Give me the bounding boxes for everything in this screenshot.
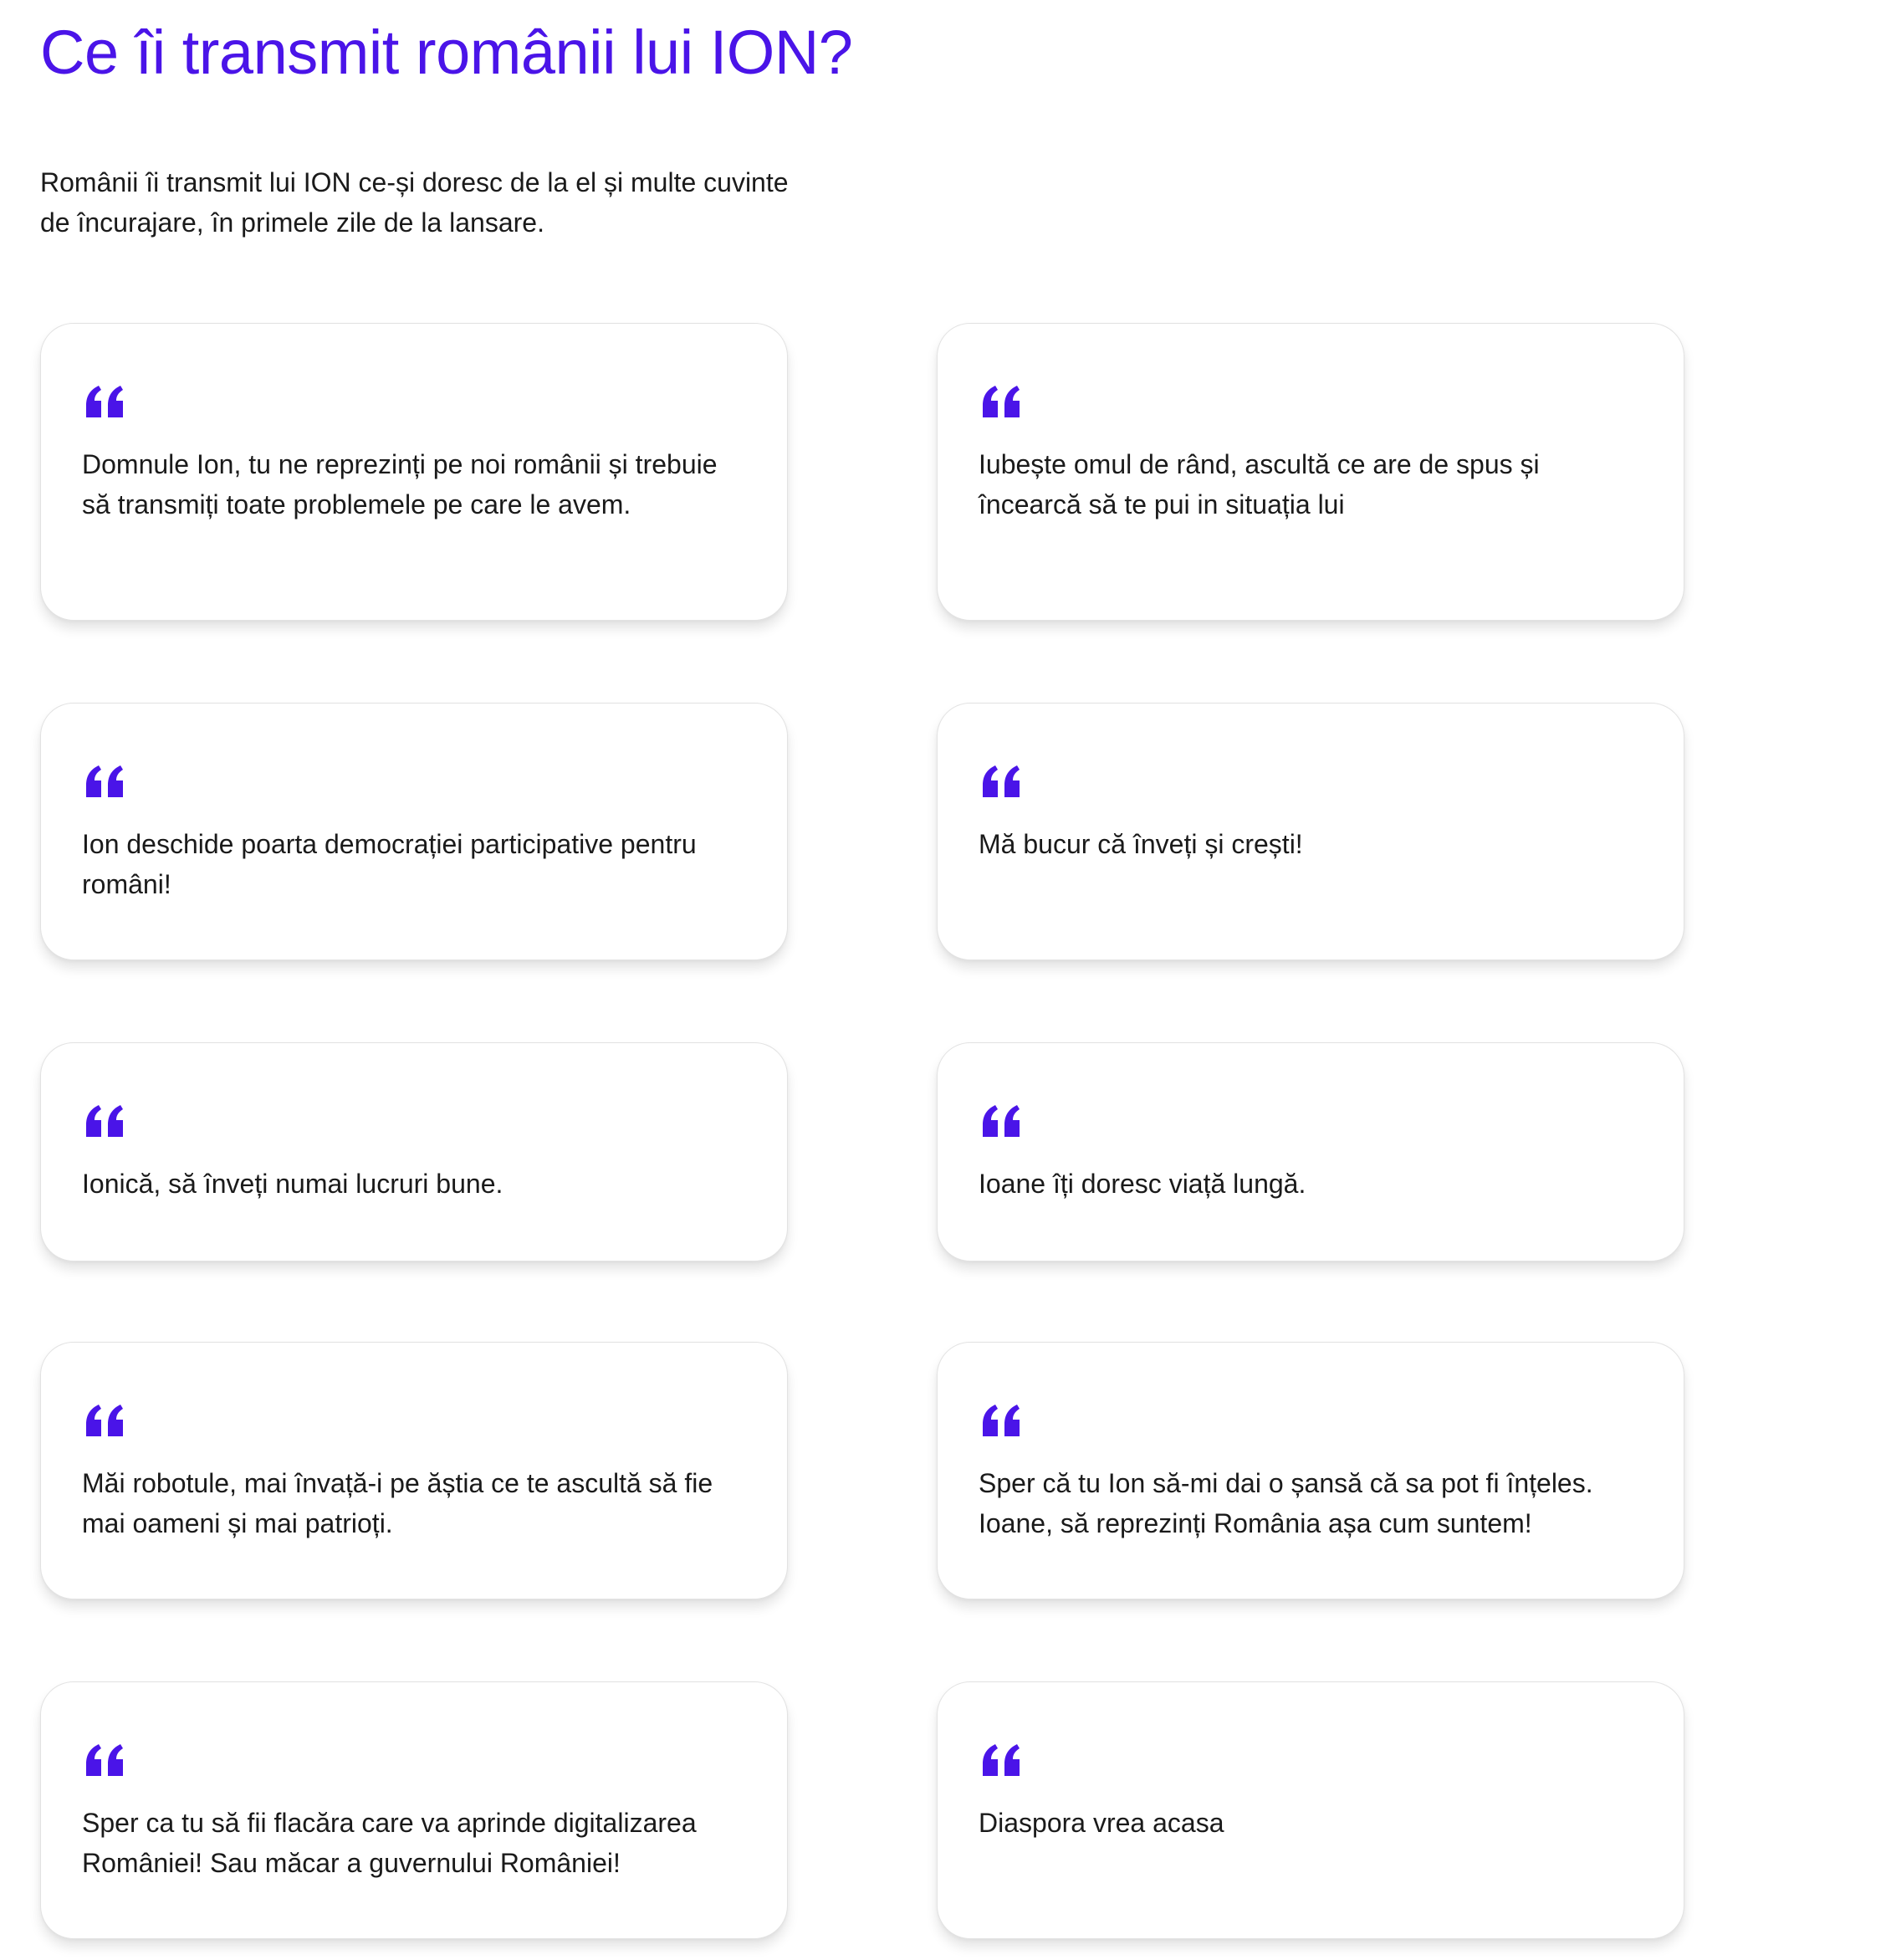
quote-icon: [979, 386, 1023, 419]
message-card: [937, 703, 1684, 960]
message-card: [40, 323, 788, 621]
quote-icon: [83, 765, 126, 799]
message-card: [937, 1042, 1684, 1261]
quote-icon: [979, 765, 1023, 799]
message-text: Ionică, să înveți numai lucruri bune.: [82, 1169, 503, 1199]
message-text: Iubește omul de rând, ascultă ce are de spus și încearcă să te pui in situația lui: [979, 449, 1540, 519]
message-card: [40, 1681, 788, 1939]
quote-icon: [979, 1105, 1023, 1139]
message-card: [40, 703, 788, 960]
message-text: Diaspora vrea acasa: [979, 1808, 1224, 1838]
message-text: Ion deschide poarta democrației participative pentru români!: [82, 829, 697, 899]
message-card: [40, 1342, 788, 1599]
message-card: [937, 1342, 1684, 1599]
message-card: [40, 1042, 788, 1261]
quote-icon: [979, 1744, 1023, 1778]
quote-icon: [83, 1105, 126, 1139]
quote-icon: [83, 1744, 126, 1778]
message-text: Măi robotule, mai învață-i pe ăștia ce te ascultă să fie mai oameni și mai patrioți.: [82, 1468, 713, 1538]
page-content: [40, 0, 1847, 1878]
page-title: Ce îi transmit românii lui ION?: [40, 18, 853, 87]
message-text: Sper ca tu să fii flacăra care va aprinde digitalizarea României! Sau măcar a guvernului României!: [82, 1808, 697, 1878]
message-card: [937, 323, 1684, 621]
quote-icon: [83, 1405, 126, 1438]
message-card: [937, 1681, 1684, 1939]
quote-icon: [979, 1405, 1023, 1438]
quote-icon: [83, 386, 126, 419]
message-text: Ioane îți doresc viață lungă.: [979, 1169, 1306, 1199]
intro-text: Românii îi transmit lui ION ce-și doresc de la el și multe cuvinte de încurajare, în primele zile de la lansare.: [40, 167, 789, 238]
message-text: Sper că tu Ion să-mi dai o șansă că sa pot fi înțeles. Ioane, să reprezinți România așa cum suntem!: [979, 1468, 1593, 1538]
message-text: Domnule Ion, tu ne reprezinți pe noi românii și trebuie să transmiți toate problemele pe care le avem.: [82, 449, 718, 519]
message-text: Mă bucur că înveți și crești!: [979, 829, 1303, 859]
